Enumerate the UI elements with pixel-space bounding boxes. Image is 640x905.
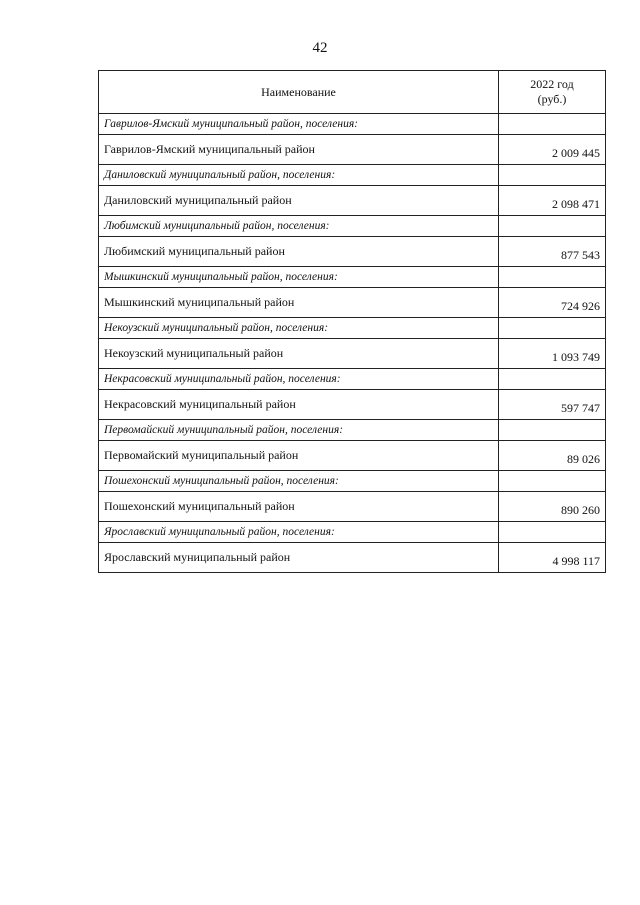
district-name: Даниловский муниципальный район — [99, 186, 499, 216]
group-row — [99, 471, 606, 492]
district-amount: 4 998 117 — [499, 543, 606, 573]
group-value-empty — [499, 216, 606, 237]
group-label: Некрасовский муниципальный район, поселения: — [99, 369, 499, 390]
district-name: Ярославский муниципальный район — [99, 543, 499, 573]
group-value-empty — [499, 420, 606, 441]
district-amount: 2 009 445 — [499, 135, 606, 165]
table-row — [99, 237, 606, 267]
district-amount: 597 747 — [499, 390, 606, 420]
budget-table — [98, 70, 606, 573]
page-number: 42 — [312, 40, 328, 56]
district-amount: 724 926 — [499, 288, 606, 318]
table-header-row — [99, 71, 606, 114]
group-row — [99, 267, 606, 288]
group-value-empty — [499, 165, 606, 186]
table-row — [99, 441, 606, 471]
table-row — [99, 135, 606, 165]
table-body — [99, 114, 606, 573]
table-row — [99, 339, 606, 369]
district-name: Любимский муниципальный район — [99, 237, 499, 267]
group-value-empty — [499, 267, 606, 288]
group-row — [99, 114, 606, 135]
group-value-empty — [499, 522, 606, 543]
district-name: Пошехонский муниципальный район — [99, 492, 499, 522]
group-row — [99, 420, 606, 441]
group-row — [99, 165, 606, 186]
group-label: Ярославский муниципальный район, поселения: — [99, 522, 499, 543]
column-header-year — [499, 71, 606, 114]
group-row — [99, 522, 606, 543]
district-name: Мышкинский муниципальный район — [99, 288, 499, 318]
district-amount: 2 098 471 — [499, 186, 606, 216]
column-header-name: Наименование — [99, 71, 499, 114]
group-label: Даниловский муниципальный район, поселения: — [99, 165, 499, 186]
group-label: Первомайский муниципальный район, поселения: — [99, 420, 499, 441]
group-row — [99, 318, 606, 339]
district-name: Гаврилов-Ямский муниципальный район — [99, 135, 499, 165]
district-amount: 890 260 — [499, 492, 606, 522]
group-value-empty — [499, 471, 606, 492]
group-value-empty — [499, 114, 606, 135]
district-amount: 1 093 749 — [499, 339, 606, 369]
table-row — [99, 390, 606, 420]
column-header-unit-label: (руб.) — [537, 92, 567, 106]
group-value-empty — [499, 369, 606, 390]
table-row — [99, 492, 606, 522]
group-label: Мышкинский муниципальный район, поселения: — [99, 267, 499, 288]
group-label: Любимский муниципальный район, поселения: — [99, 216, 499, 237]
group-label: Пошехонский муниципальный район, поселения: — [99, 471, 499, 492]
district-amount: 89 026 — [499, 441, 606, 471]
table-row — [99, 186, 606, 216]
group-row — [99, 216, 606, 237]
district-name: Некрасовский муниципальный район — [99, 390, 499, 420]
group-value-empty — [499, 318, 606, 339]
district-name: Некоузский муниципальный район — [99, 339, 499, 369]
group-label: Гаврилов-Ямский муниципальный район, поселения: — [99, 114, 499, 135]
district-name: Первомайский муниципальный район — [99, 441, 499, 471]
district-amount: 877 543 — [499, 237, 606, 267]
group-row — [99, 369, 606, 390]
table-row — [99, 288, 606, 318]
column-header-year-label: 2022 год — [530, 77, 574, 91]
group-label: Некоузский муниципальный район, поселения: — [99, 318, 499, 339]
table-row — [99, 543, 606, 573]
